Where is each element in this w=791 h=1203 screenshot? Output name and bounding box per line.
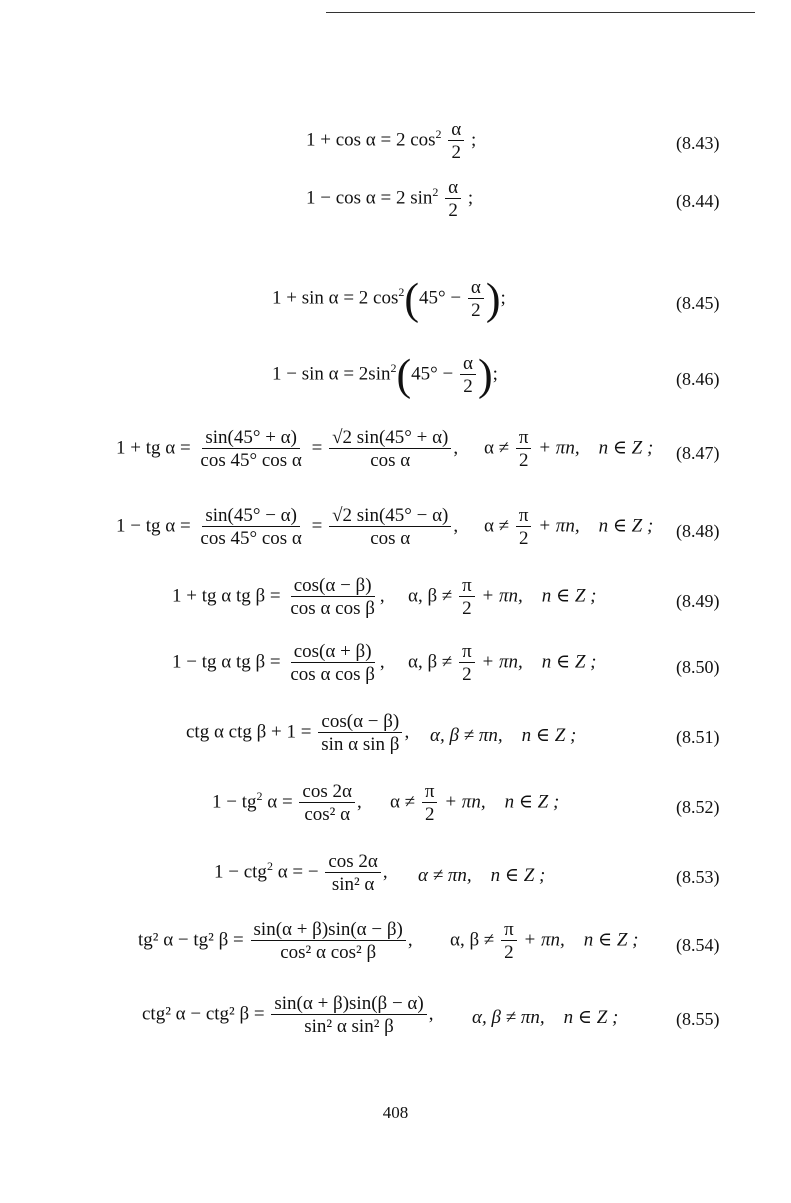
equation-number: (8.49) [676,591,720,611]
formula-expression: 1 + tg α tg β = $\frac{\cos(\alpha - \beta)}{\text{cos α cos β}}$ , [172,575,385,619]
fraction: $\frac{√2 \sin(45^\circ + \alpha)}{\text{cos α}}$ [329,428,451,470]
fraction: $\frac{\cos 2\alpha}{\text{cos² α}}$ [299,782,355,824]
equation-number: (8.43) [676,133,720,153]
formula-condition: α, β ≠ $\frac{\pi}{2}$ + πn, n ∈ Z ; [408,575,597,619]
fraction: $\frac{\pi}{2}$ [516,506,532,548]
fraction: $\frac{\alpha}{2}$ [460,354,476,396]
fraction: $\frac{\cos(\alpha - \beta)}{\text{cos α cos β}}$ [290,575,375,619]
page-number: 408 [382,1103,409,1122]
fraction: $\frac{√2 \sin(45^\circ - \alpha)}{\text{cos α}}$ [329,506,451,548]
formula-expression: $1 - \sin \alpha = 2\sin^2(45^\circ$ − $\frac{\alpha}{2}$ ); [272,350,498,400]
formula-condition: α, β ≠ $\frac{\pi}{2}$ + πn, n ∈ Z ; [408,641,597,685]
formula-expression: 1 + cos α = 2 $\cos^2$ $\frac{\alpha}{2}$ ; [306,119,477,163]
formula-expression: 1 − ctg$^2$ α = − $\frac{\cos 2\alpha}{\text{sin² α}}$ , [214,851,388,895]
formula-condition: α ≠ $\frac{\pi}{2}$ + πn, n ∈ Z ; [484,427,654,471]
fraction: $\frac{\pi}{2}$ [459,642,475,684]
fraction: $\frac{\cos 2\alpha}{\text{sin² α}}$ [325,852,381,894]
fraction: $\frac{\pi}{2}$ [501,920,517,962]
equation-number: (8.45) [676,293,720,313]
equation-number: (8.50) [676,657,720,677]
formula-expression: ctg α ctg β + 1 = $\frac{\cos(\alpha - \beta)}{\text{sin α sin β}}$ , [186,711,410,755]
fraction: $\frac{\cos(\alpha - \beta)}{\text{sin α sin β}}$ [318,712,402,754]
formula-expression: 1 + sin α = 2 $\cos^2(45^\circ$ − $\frac{\alpha}{2}$ ); [272,274,506,324]
fraction: $\frac{\pi}{2}$ [459,576,475,618]
formula-expression: 1 + tg α = $\frac{\sin(45^\circ + \alpha)}{\text{cos 45° cos α}}$ = $\frac{√2 \sin(45^\circ + \alpha)}{\text{cos α}}$ , [116,427,459,471]
formula-expression: ctg² α − ctg² β = $\frac{\sin(\alpha + \beta)\sin(\beta - \alpha)}{\text{sin² α sin² β}}$ , [142,993,434,1037]
formula-condition: α, β ≠ πn, n ∈ Z ; [430,725,577,746]
equation-number: (8.44) [676,191,720,211]
formula-expression: 1 − tg α = $\frac{\sin(45^\circ - \alpha)}{\text{cos 45° cos α}}$ = $\frac{√2 \sin(45^\circ - \alpha)}{\text{cos α}}$ , [116,505,459,549]
formula-condition: α ≠ πn, n ∈ Z ; [418,865,546,886]
fraction: $\frac{\sin(\alpha + \beta)\sin(\beta - \alpha)}{\text{sin² α sin² β}}$ [271,994,426,1036]
equation-number: (8.48) [676,521,720,541]
fraction: $\frac{\alpha}{2}$ [445,178,461,220]
equation-number: (8.51) [676,727,720,747]
fraction: $\frac{\sin(45^\circ + \alpha)}{\text{cos 45° cos α}}$ [200,427,302,471]
equation-number: (8.47) [676,443,720,463]
formula-expression: $1 - tg^2$ α = $\frac{\cos 2\alpha}{\text{cos² α}}$ , [212,781,362,825]
formula-condition: α ≠ $\frac{\pi}{2}$ + πn, n ∈ Z ; [484,505,654,549]
fraction: $\frac{\sin(\alpha + \beta)\sin(\alpha - \beta)}{\text{cos² α cos² β}}$ [251,920,406,962]
equation-number: (8.46) [676,369,720,389]
formula-condition: α, β ≠ πn, n ∈ Z ; [472,1007,619,1028]
formula-condition: α ≠ $\frac{\pi}{2}$ + πn, n ∈ Z ; [390,781,560,825]
fraction: $\frac{\cos(\alpha + \beta)}{\text{cos α cos β}}$ [290,641,375,685]
formula-expression: tg² α − tg² β = $\frac{\sin(\alpha + \beta)\sin(\alpha - \beta)}{\text{cos² α cos² β}}$ , [138,919,413,963]
fraction: $\frac{\pi}{2}$ [422,782,438,824]
formula-expression: 1 − cos α = 2 $\sin^2$ $\frac{\alpha}{2}$ ; [306,177,474,221]
equation-number: (8.52) [676,797,720,817]
equation-number: (8.53) [676,867,720,887]
top-rule [326,12,755,13]
formula-condition: α, β ≠ $\frac{\pi}{2}$ + πn, n ∈ Z ; [450,919,639,963]
fraction: $\frac{\alpha}{2}$ [448,120,464,162]
equation-number: (8.54) [676,935,720,955]
fraction: $\frac{\alpha}{2}$ [468,278,484,320]
fraction: $\frac{\sin(45^\circ - \alpha)}{\text{cos 45° cos α}}$ [200,505,302,549]
fraction: $\frac{\pi}{2}$ [516,428,532,470]
equation-number: (8.55) [676,1009,720,1029]
formula-expression: 1 − tg α tg β = $\frac{\cos(\alpha + \beta)}{\text{cos α cos β}}$ , [172,641,385,685]
